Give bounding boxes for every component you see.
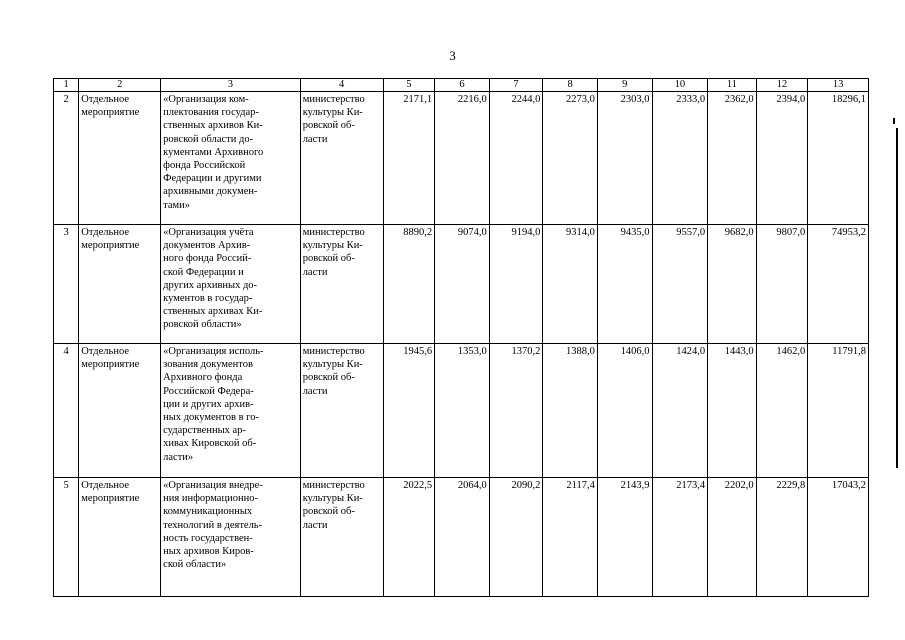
value-cell: 2090,2 (489, 478, 543, 597)
value-cell: 1462,0 (756, 344, 808, 478)
event-name: «Организация учёта документов Архив- ного фонда Россий- ской Федерации и других архивных до- кументов в государ- ственных архивах Ки- ровской области» (161, 225, 301, 344)
table-row (54, 92, 869, 225)
total-cell: 17043,2 (808, 478, 869, 597)
column-header: 1 (54, 79, 79, 92)
table-row (54, 225, 869, 344)
value-cell: 2216,0 (435, 92, 490, 225)
event-name: «Организация внедре- ния информационно- коммуникационных технологий в деятель- ность государствен- ных архивов Киров- ской области» (161, 478, 301, 597)
column-header: 6 (435, 79, 490, 92)
page-number: 3 (449, 48, 456, 63)
column-header: 13 (808, 79, 869, 92)
value-cell: 2362,0 (708, 92, 757, 225)
value-cell: 2333,0 (652, 92, 708, 225)
column-header: 8 (543, 79, 598, 92)
scan-edge-line (896, 128, 898, 468)
column-header: 3 (161, 79, 301, 92)
value-cell: 8890,2 (383, 225, 435, 344)
event-type: Отдельное мероприятие (79, 478, 161, 597)
executor: министерство культуры Ки- ровской об- ласти (300, 344, 383, 478)
table-row (54, 478, 869, 597)
program-table (53, 78, 869, 597)
column-header: 10 (652, 79, 708, 92)
total-cell: 74953,2 (808, 225, 869, 344)
value-cell: 9074,0 (435, 225, 490, 344)
value-cell: 1424,0 (652, 344, 708, 478)
event-type: Отдельное мероприятие (79, 225, 161, 344)
executor: министерство культуры Ки- ровской об- ласти (300, 478, 383, 597)
value-cell: 9194,0 (489, 225, 543, 344)
value-cell: 9807,0 (756, 225, 808, 344)
table-row (54, 344, 869, 478)
row-number: 3 (54, 225, 79, 344)
value-cell: 9682,0 (708, 225, 757, 344)
value-cell: 9314,0 (543, 225, 598, 344)
column-header: 9 (597, 79, 652, 92)
event-name: «Организация ком- плектования государ- ственных архивов Ки- ровской области до- кументами Архивного фонда Российской Федерации и другими архивными докумен- тами» (161, 92, 301, 225)
value-cell: 1406,0 (597, 344, 652, 478)
value-cell: 2202,0 (708, 478, 757, 597)
executor: министерство культуры Ки- ровской об- ласти (300, 92, 383, 225)
row-number: 4 (54, 344, 79, 478)
value-cell: 2394,0 (756, 92, 808, 225)
value-cell: 2117,4 (543, 478, 598, 597)
column-header: 11 (708, 79, 757, 92)
value-cell: 1443,0 (708, 344, 757, 478)
total-cell: 11791,8 (808, 344, 869, 478)
header-row (54, 79, 869, 92)
value-cell: 2064,0 (435, 478, 490, 597)
column-header: 5 (383, 79, 435, 92)
event-type: Отдельное мероприятие (79, 92, 161, 225)
row-number: 2 (54, 92, 79, 225)
value-cell: 1370,2 (489, 344, 543, 478)
total-cell: 18296,1 (808, 92, 869, 225)
column-header: 12 (756, 79, 808, 92)
value-cell: 2171,1 (383, 92, 435, 225)
column-header: 7 (489, 79, 543, 92)
scan-edge-tick (893, 118, 895, 124)
executor: министерство культуры Ки- ровской об- ласти (300, 225, 383, 344)
value-cell: 2303,0 (597, 92, 652, 225)
column-header: 2 (79, 79, 161, 92)
row-number: 5 (54, 478, 79, 597)
event-type: Отдельное мероприятие (79, 344, 161, 478)
value-cell: 2022,5 (383, 478, 435, 597)
value-cell: 2273,0 (543, 92, 598, 225)
value-cell: 2244,0 (489, 92, 543, 225)
value-cell: 2229,8 (756, 478, 808, 597)
value-cell: 9557,0 (652, 225, 708, 344)
value-cell: 2143,9 (597, 478, 652, 597)
value-cell: 1353,0 (435, 344, 490, 478)
value-cell: 9435,0 (597, 225, 652, 344)
event-name: «Организация исполь- зования документов Архивного фонда Российской Федера- ции и других архив- ных документов в го- сударственных ар- хивах Кировской об- ласти» (161, 344, 301, 478)
value-cell: 2173,4 (652, 478, 708, 597)
value-cell: 1945,6 (383, 344, 435, 478)
value-cell: 1388,0 (543, 344, 598, 478)
column-header: 4 (300, 79, 383, 92)
